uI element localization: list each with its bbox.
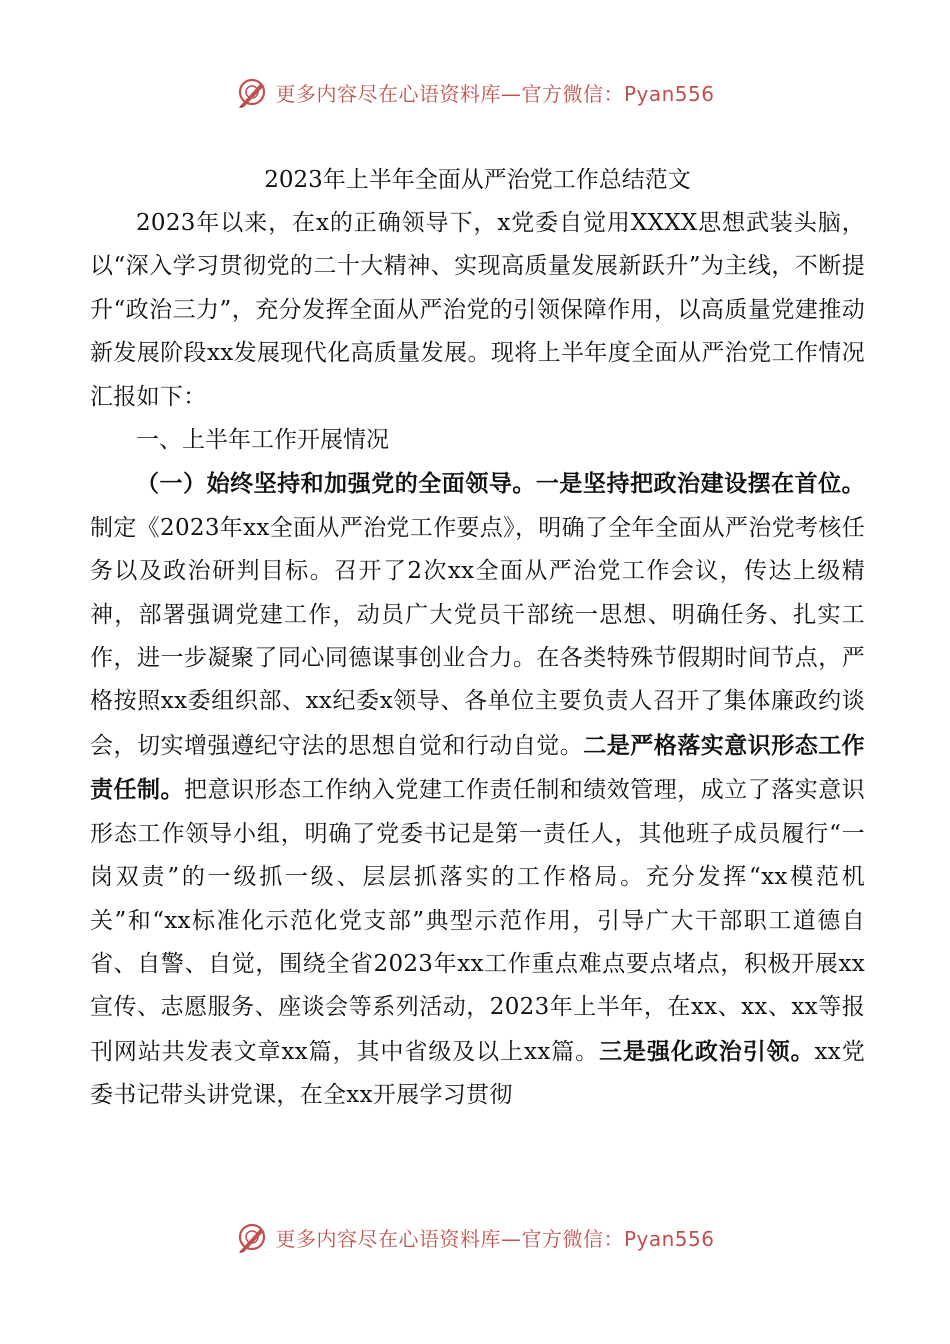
subsection-lead: （一）始终坚持和加强党的全面领导。一是坚持把政治建设摆在首位。: [136, 470, 865, 498]
document-body: [90, 158, 865, 1118]
section-heading: 一、上半年工作开展情况: [136, 427, 389, 454]
document-title: 2023年上半年全面从严治党工作总结范文: [264, 167, 691, 193]
watermark-footer: [0, 1215, 950, 1259]
subsection-text-1: 制定《2023年xx全面从严治党工作要点》，明确了全年全面从严治党考核任务以及政治研判目标。召开了2次xx全面从严治党工作会议，传达上级精神，部署强调党建工作，动员广大党员干部统一思想、明确任务、扎实工作，进一步凝聚了同心同德谋事创业合力。在各类特殊节假期时间节点，严格按照xx委组织部、xx纪委x领导、各单位主要负责人召开了集体廉政约谈会，切实增强遵纪守法的思想自觉和行动自觉。: [90, 514, 865, 759]
point-three-heading: 三是强化政治引领。: [599, 1037, 815, 1065]
point-two-heading: 二是严格落实意识形态工作责任制。: [90, 731, 865, 804]
subsection-text-2: 把意识形态工作纳入党建工作责任制和绩效管理，成立了落实意识形态工作领导小组，明确了党委书记是第一责任人，其他班子成员履行“一岗双责”的一级抓一级、层层抓落实的工作格局。充分发挥“xx模范机关”和“xx标准化示范化党支部”典型示范作用，引导广大干部职工道德自省、自警、自觉，围绕全省2023年xx工作重点难点要点堵点，积极开展xx宣传、志愿服务、座谈会等系列活动，2023年上半年，在xx、xx、xx等报刊网站共发表文章xx篇，其中省级及以上xx篇。: [90, 777, 866, 1065]
intro-paragraph: 2023年以来，在x的正确领导下，x党委自觉用XXXX思想武装头脑，以“深入学习贯彻党的二十大精神、实现高质量发展新跃升”为主线，不断提升“政治三力”，充分发挥全面从严治党的引领保障作用，以高质量党建推动新发展阶段xx发展现代化高质量发展。现将上半年度全面从严治党工作情况汇报如下：: [90, 210, 865, 410]
watermark-header: [0, 70, 950, 114]
pen-circle-logo-icon: [235, 75, 269, 109]
pen-circle-logo-icon: [235, 1220, 269, 1254]
watermark-text: 更多内容尽在心语资料库—官方微信：Pyan556: [275, 81, 715, 106]
subsection-text-3: xx党委书记带头讲党课，在全xx开展学习贯彻: [90, 1038, 866, 1109]
watermark-text: 更多内容尽在心语资料库—官方微信：Pyan556: [275, 1226, 715, 1251]
subsection-paragraph: [90, 462, 865, 1117]
